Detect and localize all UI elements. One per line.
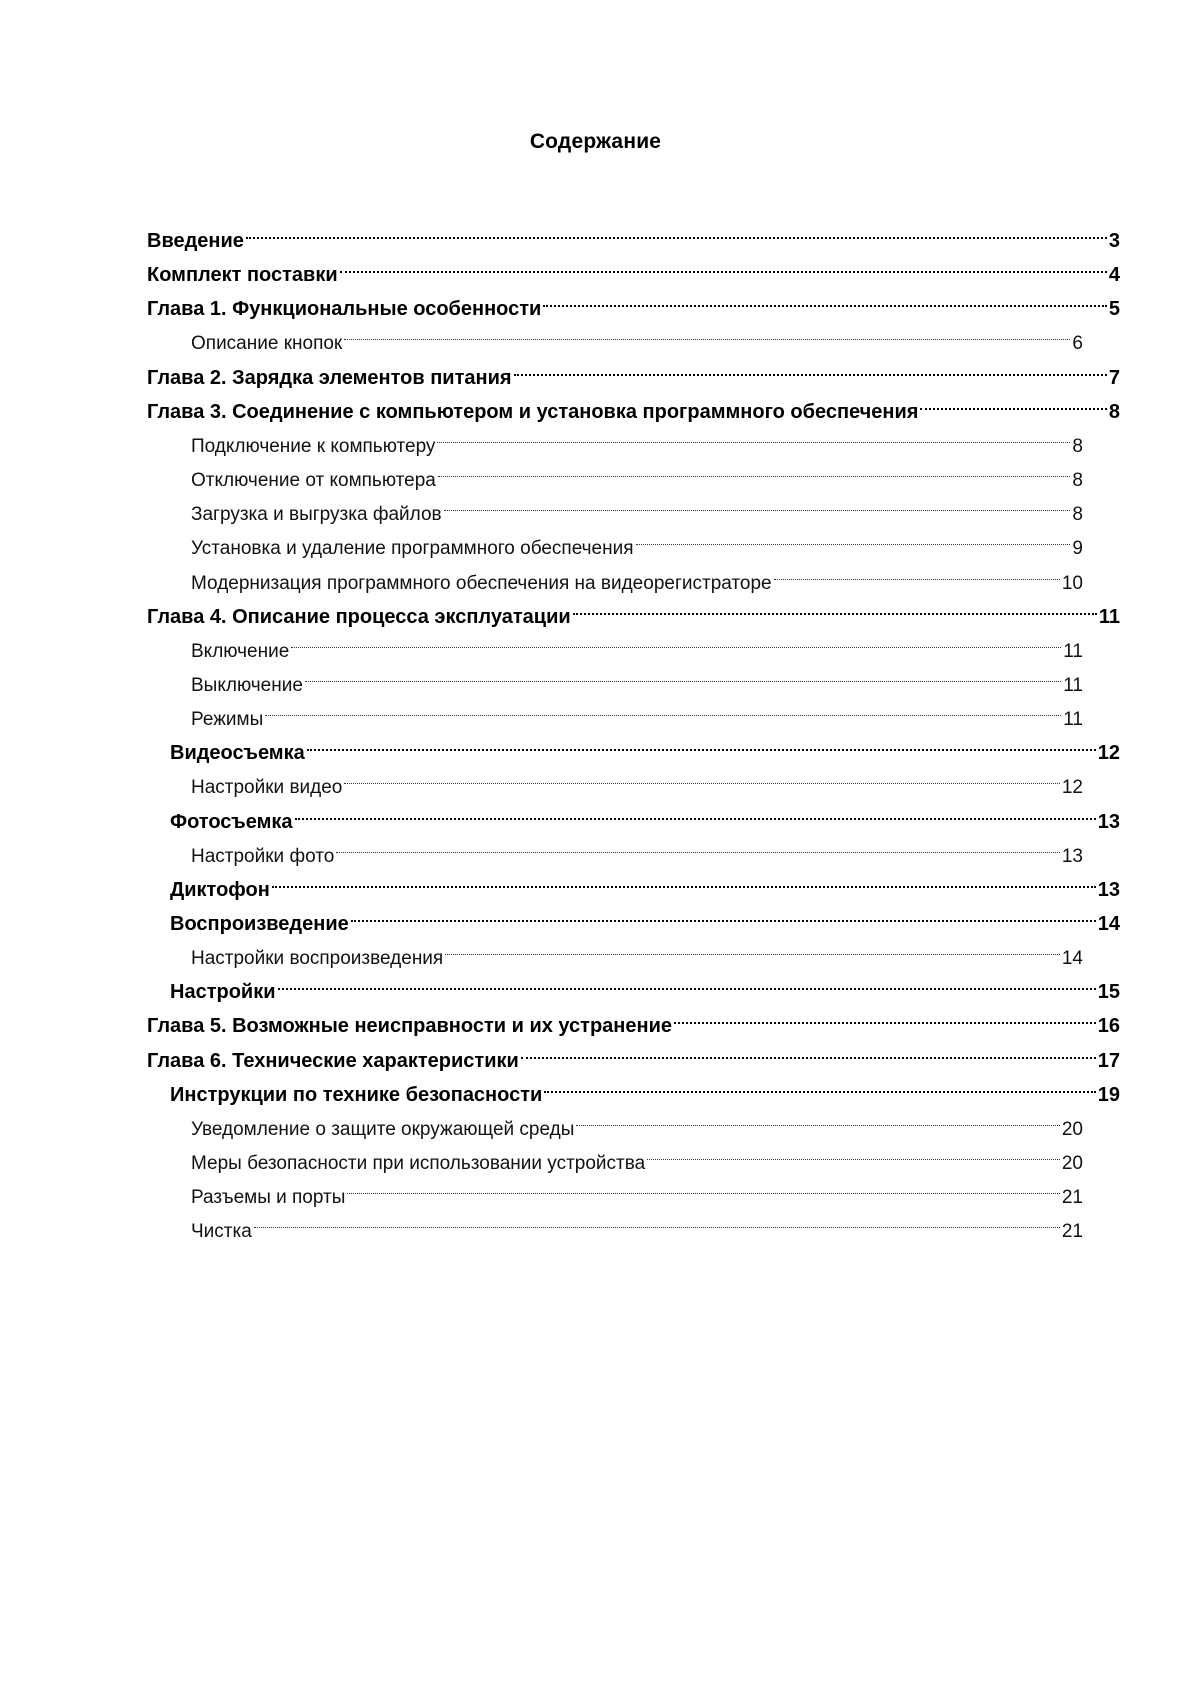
toc-leader-dots — [512, 354, 1109, 384]
toc-leader-dots — [305, 729, 1098, 759]
toc-entry-label: Воспроизведение — [170, 909, 349, 939]
toc-entry[interactable] — [170, 866, 1120, 901]
toc-leader-dots — [270, 866, 1098, 896]
toc-entry[interactable] — [170, 1071, 1120, 1106]
toc-leader-dots — [574, 1105, 1061, 1135]
toc-entry-page-number: 20 — [1061, 1153, 1083, 1174]
toc-entry[interactable] — [191, 763, 1083, 798]
toc-entry-label: Описание кнопок — [191, 329, 342, 359]
toc-entry-page-number: 9 — [1072, 538, 1083, 559]
toc-entry-page-number: 14 — [1061, 948, 1083, 969]
toc-entry-label: Подключение к компьютеру — [191, 432, 435, 462]
toc-entry-label: Меры безопасности при использовании устройства — [191, 1149, 645, 1179]
toc-entry[interactable] — [147, 1037, 1120, 1072]
toc-entry[interactable] — [147, 217, 1120, 252]
toc-entry[interactable] — [147, 354, 1120, 389]
toc-leader-dots — [289, 627, 1063, 657]
toc-entry[interactable] — [170, 729, 1120, 764]
toc-entry[interactable] — [191, 490, 1083, 525]
toc-entry[interactable] — [191, 627, 1083, 662]
toc-leader-dots — [276, 968, 1098, 998]
toc-leader-dots — [645, 1139, 1062, 1169]
toc-leader-dots — [342, 763, 1061, 793]
toc-entry-label: Комплект поставки — [147, 260, 338, 290]
toc-entry-label: Разъемы и порты — [191, 1183, 345, 1213]
toc-entry-label: Установка и удаление программного обеспечения — [191, 534, 634, 564]
toc-entry-label: Введение — [147, 226, 244, 256]
toc-entry[interactable] — [191, 695, 1083, 730]
toc-entry[interactable] — [191, 524, 1083, 559]
toc-entry-label: Инструкции по технике безопасности — [170, 1080, 542, 1110]
toc-entry[interactable] — [191, 832, 1083, 867]
toc-entry-label: Глава 6. Технические характеристики — [147, 1046, 519, 1076]
toc-entry-page-number: 11 — [1063, 709, 1083, 730]
toc-entry[interactable] — [191, 1139, 1083, 1174]
toc-leader-dots — [334, 832, 1062, 862]
toc-entry-label: Глава 1. Функциональные особенности — [147, 294, 541, 324]
toc-entry-page-number: 12 — [1097, 742, 1120, 764]
toc-entry-page-number: 16 — [1097, 1015, 1120, 1037]
toc-entry[interactable] — [147, 388, 1120, 423]
toc-entry-page-number: 11 — [1098, 606, 1120, 628]
toc-leader-dots — [443, 934, 1062, 964]
toc-entry-page-number: 5 — [1108, 298, 1120, 320]
toc-leader-dots — [345, 1173, 1061, 1203]
toc-leader-dots — [634, 524, 1073, 554]
toc-leader-dots — [542, 1071, 1097, 1101]
toc-entry-page-number: 8 — [1072, 470, 1083, 491]
toc-leader-dots — [244, 217, 1109, 247]
toc-entry-page-number: 13 — [1097, 811, 1120, 833]
toc-leader-dots — [436, 456, 1073, 486]
toc-entry-page-number: 6 — [1072, 333, 1083, 354]
page-title: Содержание — [529, 130, 662, 153]
toc-entry-label: Уведомление о защите окружающей среды — [191, 1115, 574, 1145]
toc-leader-dots — [252, 1207, 1062, 1237]
toc-leader-dots — [342, 319, 1072, 349]
toc-entry[interactable] — [147, 593, 1120, 628]
toc-entry-label: Настройки воспроизведения — [191, 944, 443, 974]
toc-entry[interactable] — [191, 422, 1083, 457]
toc-entry[interactable] — [170, 900, 1120, 935]
toc-leader-dots — [672, 1002, 1098, 1032]
toc-entry-page-number: 8 — [1108, 401, 1120, 423]
toc-leader-dots — [519, 1037, 1098, 1067]
toc-entry-label: Настройки фото — [191, 842, 334, 872]
toc-entry[interactable] — [191, 661, 1083, 696]
toc-entry[interactable] — [191, 1105, 1083, 1140]
toc-leader-dots — [541, 285, 1109, 315]
toc-entry-page-number: 7 — [1108, 367, 1120, 389]
toc-entry-page-number: 11 — [1063, 675, 1083, 696]
toc-entry-page-number: 15 — [1097, 981, 1120, 1003]
toc-entry-page-number: 17 — [1097, 1050, 1120, 1072]
toc-entry[interactable] — [191, 319, 1083, 354]
toc-entry[interactable] — [170, 798, 1120, 833]
toc-entry-label: Настройки — [170, 977, 276, 1007]
toc-leader-dots — [338, 251, 1109, 281]
toc-entry-label: Глава 2. Зарядка элементов питания — [147, 363, 512, 393]
toc-entry-page-number: 21 — [1061, 1187, 1083, 1208]
toc-entry-page-number: 13 — [1061, 846, 1083, 867]
toc-entry-page-number: 19 — [1097, 1084, 1120, 1106]
toc-entry-label: Настройки видео — [191, 773, 342, 803]
toc-leader-dots — [293, 798, 1098, 828]
toc-entry-label: Фотосъемка — [170, 807, 293, 837]
toc-entry[interactable] — [147, 251, 1120, 286]
toc-entry-label: Глава 4. Описание процесса эксплуатации — [147, 602, 571, 632]
toc-entry-page-number: 3 — [1108, 230, 1120, 252]
toc-entry-page-number: 21 — [1061, 1221, 1083, 1242]
toc-entry-page-number: 12 — [1061, 777, 1083, 798]
toc-entry[interactable] — [170, 968, 1120, 1003]
toc-entry-page-number: 13 — [1097, 879, 1120, 901]
toc-entry-label: Режимы — [191, 705, 263, 735]
toc-entry-page-number: 8 — [1072, 436, 1083, 457]
toc-entry-page-number: 11 — [1063, 641, 1083, 662]
toc-entry-label: Отключение от компьютера — [191, 466, 436, 496]
toc-entry-page-number: 14 — [1097, 913, 1120, 935]
toc-leader-dots — [435, 422, 1072, 452]
toc-entry[interactable] — [191, 1207, 1083, 1242]
toc-entry-label: Видеосъемка — [170, 738, 305, 768]
toc-leader-dots — [442, 490, 1073, 520]
toc-leader-dots — [349, 900, 1098, 930]
toc-entry[interactable] — [147, 1002, 1120, 1037]
toc-leader-dots — [918, 388, 1108, 418]
toc-entry-label: Выключение — [191, 671, 303, 701]
toc-entry[interactable] — [191, 559, 1083, 594]
toc-leader-dots — [263, 695, 1063, 725]
toc-leader-dots — [303, 661, 1063, 691]
toc-entry-label: Диктофон — [170, 875, 270, 905]
toc-entry-page-number: 20 — [1061, 1119, 1083, 1140]
toc-entry[interactable] — [191, 1173, 1083, 1208]
toc-entry-label: Чистка — [191, 1217, 252, 1247]
toc-entry-label: Глава 3. Соединение с компьютером и установка программного обеспечения — [147, 397, 918, 427]
toc-leader-dots — [772, 559, 1062, 589]
toc-entry-label: Включение — [191, 637, 289, 667]
toc-entry-page-number: 4 — [1108, 264, 1120, 286]
toc-entry[interactable] — [191, 934, 1083, 969]
toc-entry-label: Загрузка и выгрузка файлов — [191, 500, 442, 530]
toc-entry-page-number: 10 — [1061, 573, 1083, 594]
toc-entry[interactable] — [147, 285, 1120, 320]
toc-entry-label: Глава 5. Возможные неисправности и их устранение — [147, 1011, 672, 1041]
toc-leader-dots — [571, 593, 1099, 623]
toc-entry-label: Модернизация программного обеспечения на видеорегистраторе — [191, 569, 772, 599]
toc-entry-page-number: 8 — [1072, 504, 1083, 525]
toc-entry[interactable] — [191, 456, 1083, 491]
